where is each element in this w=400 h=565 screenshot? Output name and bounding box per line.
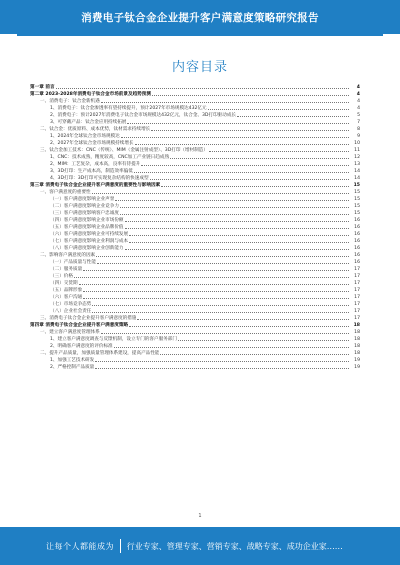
toc-entry-page: 17 bbox=[354, 274, 360, 279]
toc-entry-page: 16 bbox=[354, 232, 360, 237]
toc-entry-text: 2、严格控制产品质量 bbox=[50, 365, 95, 370]
toc-entry[interactable] bbox=[30, 273, 360, 280]
toc-entry[interactable] bbox=[30, 224, 360, 231]
footer-services: 行业专家、管理专家、营销专家、战略专家、成功企业家…… bbox=[126, 541, 343, 551]
toc-entry-text: 一、客户满意度的重要性 bbox=[40, 190, 91, 195]
toc-leader-dots bbox=[95, 361, 349, 362]
page-number: 1 bbox=[198, 513, 202, 519]
toc-entry[interactable] bbox=[30, 175, 360, 182]
toc-leader-dots bbox=[135, 144, 349, 145]
toc-entry[interactable] bbox=[30, 154, 360, 161]
toc-entry-page: 19 bbox=[354, 358, 360, 363]
toc-entry-text: 第二章 2023-2028年消费电子钛合金市场前景及趋势预测 bbox=[30, 92, 151, 97]
toc-entry-page: 18 bbox=[354, 351, 360, 356]
toc-entry-page: 17 bbox=[354, 295, 360, 300]
toc-entry-page: 9 bbox=[357, 134, 360, 139]
toc-entry-text: （五）品牌形象 bbox=[50, 288, 83, 293]
toc-entry-page: 16 bbox=[354, 218, 360, 223]
toc-entry[interactable] bbox=[30, 252, 360, 259]
toc-leader-dots bbox=[97, 263, 349, 264]
toc-entry-text: 3、3D打印：生产成本高，制造效率偏低 bbox=[50, 169, 133, 174]
toc-entry-text: （三）价格 bbox=[50, 274, 73, 279]
toc-entry[interactable] bbox=[30, 294, 360, 301]
toc-leader-dots bbox=[127, 123, 349, 124]
toc-entry-text: （六）客户满意度影响企业可持续发展 bbox=[50, 232, 129, 237]
toc-leader-dots bbox=[160, 354, 349, 355]
toc-leader-dots bbox=[114, 347, 349, 348]
toc-entry[interactable] bbox=[30, 196, 360, 203]
toc-entry-page: 19 bbox=[354, 365, 360, 370]
toc-leader-dots bbox=[129, 242, 349, 243]
toc-entry-page: 4 bbox=[356, 85, 360, 90]
toc-leader-dots bbox=[178, 340, 349, 341]
toc-entry-text: 第三章 消费电子钛合金企业提升客户满意度的重要性与影响因素 bbox=[30, 183, 161, 188]
toc-entry-page: 17 bbox=[354, 281, 360, 286]
toc-entry[interactable] bbox=[30, 126, 360, 133]
toc-leader-dots bbox=[152, 95, 349, 96]
toc-leader-dots bbox=[237, 116, 349, 117]
toc-entry-text: （四）交货期 bbox=[50, 281, 78, 286]
toc-entry[interactable] bbox=[30, 287, 360, 294]
footer-separator bbox=[120, 539, 121, 553]
toc-leader-dots bbox=[141, 165, 349, 166]
toc-entry-text: 2、MIM：工艺复杂，成本高，良率有待提升 bbox=[50, 162, 141, 167]
toc-leader-dots bbox=[74, 277, 349, 278]
toc-entry[interactable] bbox=[30, 357, 360, 364]
toc-leader-dots bbox=[101, 333, 349, 334]
toc-leader-dots bbox=[115, 200, 349, 201]
toc-leader-dots bbox=[96, 256, 349, 257]
toc-leader-dots bbox=[121, 137, 349, 138]
toc-entry-text: （七）客户满意度影响企业利润与成本 bbox=[50, 239, 129, 244]
toc-entry-page: 15 bbox=[354, 211, 360, 216]
toc-entry-page: 17 bbox=[354, 302, 360, 307]
toc-entry-page: 17 bbox=[354, 288, 360, 293]
toc-entry[interactable] bbox=[30, 259, 360, 266]
toc-entry-page: 18 bbox=[354, 337, 360, 342]
toc-entry[interactable] bbox=[30, 231, 360, 238]
toc-entry-text: 一、消费电子：钛合金新机遇 bbox=[40, 99, 100, 104]
toc-entry-text: 二、钛合金：优质原料、成本优势，钛材需求持续增长 bbox=[40, 127, 151, 132]
toc-entry[interactable] bbox=[30, 280, 360, 287]
toc-entry-page: 4 bbox=[356, 92, 360, 97]
toc-leader-dots bbox=[125, 221, 349, 222]
toc-entry-text: 三、消费电子钛合金企业提升客户满意度的措施 bbox=[40, 316, 137, 321]
toc-entry[interactable] bbox=[30, 350, 360, 357]
toc-entry-text: 1、加强工艺技术研发 bbox=[50, 358, 95, 363]
toc-entry[interactable] bbox=[30, 364, 360, 371]
toc-entry-page: 16 bbox=[354, 260, 360, 265]
toc-entry-page: 18 bbox=[354, 344, 360, 349]
toc-entry[interactable] bbox=[30, 322, 360, 329]
toc-entry-text: （三）客户满意度影响客户忠诚度 bbox=[50, 211, 119, 216]
toc-leader-dots bbox=[125, 228, 349, 229]
toc-leader-dots bbox=[209, 151, 349, 152]
toc-leader-dots bbox=[83, 298, 349, 299]
toc-leader-dots bbox=[83, 270, 349, 271]
toc-leader-dots bbox=[150, 179, 349, 180]
toc-entry-page: 12 bbox=[354, 155, 360, 160]
toc-leader-dots bbox=[129, 326, 349, 327]
toc-entry[interactable] bbox=[30, 91, 360, 98]
toc-entry-text: 1、2024年全球钛合金市场规模达 bbox=[50, 134, 120, 139]
header-divider bbox=[17, 34, 383, 36]
toc-entry-text: （二）服务质量 bbox=[50, 267, 83, 272]
toc-entry-text: （八）企业社会责任 bbox=[50, 309, 92, 314]
footer-slogan: 让每个人都能成为 bbox=[46, 541, 114, 551]
toc-leader-dots bbox=[95, 368, 349, 369]
toc-entry-page: 15 bbox=[354, 190, 360, 195]
toc-entry[interactable] bbox=[30, 140, 360, 147]
toc-entry[interactable] bbox=[30, 147, 360, 154]
toc-entry-page: 18 bbox=[353, 323, 360, 328]
toc-entry-page: 7 bbox=[357, 120, 360, 125]
toc-entry-page: 4 bbox=[357, 106, 360, 111]
toc-entry-page: 15 bbox=[353, 183, 360, 188]
toc-entry[interactable] bbox=[30, 182, 360, 189]
toc-entry-page: 17 bbox=[354, 316, 360, 321]
toc-entry[interactable] bbox=[30, 133, 360, 140]
toc-entry-page: 11 bbox=[354, 148, 360, 153]
toc-entry-text: 第一章 前言 bbox=[30, 85, 55, 90]
toc-entry-page: 18 bbox=[354, 330, 360, 335]
toc-leader-dots bbox=[120, 207, 349, 208]
toc-entry-text: （七）市场竞争态势 bbox=[50, 302, 92, 307]
toc-entry-text: （六）客户沟通 bbox=[50, 295, 83, 300]
toc-entry[interactable] bbox=[30, 343, 360, 350]
toc-entry-page: 17 bbox=[354, 309, 360, 314]
toc-entry[interactable] bbox=[30, 84, 360, 91]
toc-entry[interactable] bbox=[30, 266, 360, 273]
toc-leader-dots bbox=[101, 102, 349, 103]
toc-entry[interactable] bbox=[30, 98, 360, 105]
footer-banner bbox=[0, 527, 400, 565]
toc-leader-dots bbox=[151, 130, 349, 131]
toc-entry-page: 15 bbox=[354, 197, 360, 202]
toc-entry-text: 一、建立客户满意度管理体系 bbox=[40, 330, 100, 335]
toc-entry-page: 14 bbox=[354, 169, 360, 174]
toc-entry-page: 13 bbox=[354, 162, 360, 167]
toc-entry-page: 16 bbox=[354, 246, 360, 251]
toc-entry[interactable] bbox=[30, 329, 360, 336]
toc-entry-page: 16 bbox=[354, 253, 360, 258]
toc-entry[interactable] bbox=[30, 112, 360, 119]
toc-entry[interactable] bbox=[30, 315, 360, 322]
report-title: 消费电子钛合金企业提升客户满意度策略研究报告 bbox=[81, 11, 319, 24]
toc-entry-page: 15 bbox=[354, 204, 360, 209]
report-header bbox=[0, 0, 400, 34]
toc-entry-text: 1、建立客户满意度调查与反馈机制，设立专门的客户服务部门 bbox=[50, 337, 177, 342]
toc-entry[interactable] bbox=[30, 168, 360, 175]
toc-entry-text: 二、影响客户满意度的因素 bbox=[40, 253, 96, 258]
toc-entry-text: 2、2027年全球钛合金市场规模持续增长 bbox=[50, 141, 134, 146]
toc-entry[interactable] bbox=[30, 217, 360, 224]
toc-entry-text: 1、CNC：技术成熟，精度较高，CNC加工产业链日趋成熟 bbox=[50, 155, 170, 160]
toc-leader-dots bbox=[120, 214, 349, 215]
toc-entry-page: 14 bbox=[354, 176, 360, 181]
toc-entry-text: 2、消费电子：预计2027年消费电子钛合金市场规模达432亿元，钛合金、3D打印驱动成长 bbox=[50, 113, 237, 118]
toc-entry[interactable] bbox=[30, 301, 360, 308]
toc-leader-dots bbox=[92, 305, 349, 306]
toc-entry-text: （五）客户满意度影响企业品牌价值 bbox=[50, 225, 124, 230]
toc-leader-dots bbox=[125, 249, 349, 250]
toc-leader-dots bbox=[134, 172, 349, 173]
toc-entry-page: 16 bbox=[354, 225, 360, 230]
toc-entry-text: 3、可穿戴产品：钛合金应用持续拓展 bbox=[50, 120, 127, 125]
toc-entry-text: 4、3D打印：3D打印可实现复杂结构的快速成型 bbox=[50, 176, 149, 181]
toc-entry-text: （八）客户满意度影响企业创新能力 bbox=[50, 246, 124, 251]
toc-entry-page: 10 bbox=[354, 141, 360, 146]
toc-entry[interactable] bbox=[30, 245, 360, 252]
toc-entry[interactable] bbox=[30, 203, 360, 210]
toc-leader-dots bbox=[92, 312, 349, 313]
toc-entry-text: 二、提升产品质量，加强质量管理体系建设，提高产品性能 bbox=[40, 351, 160, 356]
toc-leader-dots bbox=[161, 186, 349, 187]
toc-entry[interactable] bbox=[30, 238, 360, 245]
toc-entry-page: 17 bbox=[354, 267, 360, 272]
toc-entry-text: （二）客户满意度影响企业竞争力 bbox=[50, 204, 119, 209]
toc-entry[interactable] bbox=[30, 105, 360, 112]
toc-leader-dots bbox=[129, 235, 349, 236]
toc-leader-dots bbox=[56, 88, 349, 89]
toc-entry[interactable] bbox=[30, 161, 360, 168]
table-of-contents bbox=[30, 84, 360, 371]
toc-entry-page: 4 bbox=[357, 99, 360, 104]
toc-entry-page: 16 bbox=[354, 239, 360, 244]
toc-entry-text: 1、消费电子：钛合金渗透率有望持续提升，预计2027年市场规模达432亿元 bbox=[50, 106, 207, 111]
toc-leader-dots bbox=[79, 284, 349, 285]
toc-entry[interactable] bbox=[30, 308, 360, 315]
toc-leader-dots bbox=[208, 109, 349, 110]
toc-leader-dots bbox=[92, 193, 349, 194]
toc-leader-dots bbox=[83, 291, 349, 292]
toc-entry-text: 第四章 消费电子钛合金企业提升客户满意度策略 bbox=[30, 323, 129, 328]
toc-entry[interactable] bbox=[30, 189, 360, 196]
toc-entry-page: 8 bbox=[357, 127, 360, 132]
toc-leader-dots bbox=[137, 319, 349, 320]
toc-entry-page: 5 bbox=[357, 113, 360, 118]
toc-entry-text: （四）客户满意度影响企业市场份额 bbox=[50, 218, 124, 223]
toc-entry-text: （一）产品质量与性能 bbox=[50, 260, 96, 265]
toc-title: 内容目录 bbox=[171, 60, 228, 75]
toc-entry-text: 三、钛合金加工技术：CNC（传统）、MIM（金属注射成型）、3D打印（增材制造） bbox=[40, 148, 208, 153]
toc-entry[interactable] bbox=[30, 210, 360, 217]
toc-entry-text: （一）客户满意度影响企业声誉 bbox=[50, 197, 115, 202]
toc-entry[interactable] bbox=[30, 336, 360, 343]
toc-entry-text: 2、明确客户满意度的评价标准 bbox=[50, 344, 113, 349]
toc-leader-dots bbox=[170, 158, 349, 159]
toc-entry[interactable] bbox=[30, 119, 360, 126]
